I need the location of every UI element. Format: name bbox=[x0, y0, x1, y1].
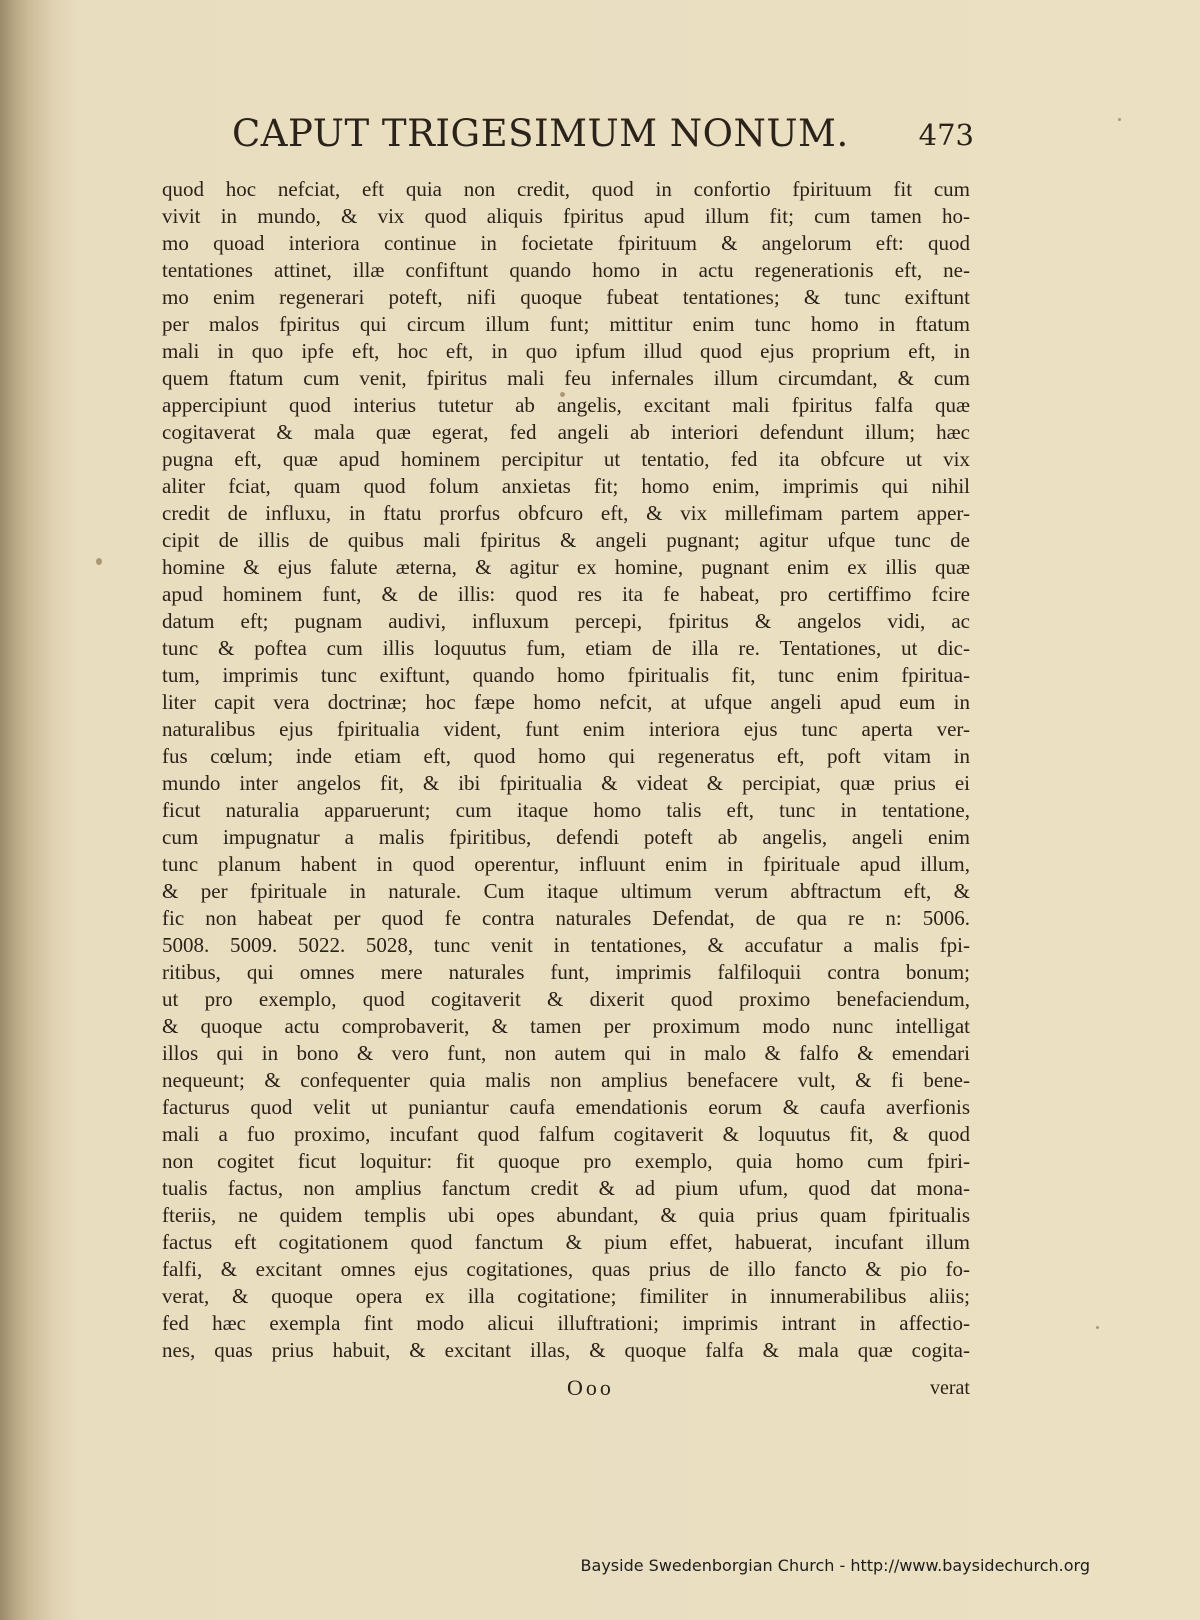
text-line: tunc planum habent in quod operentur, influunt enim in fpirituale apud illum, bbox=[162, 852, 970, 876]
text-line: mali in quo ipfe eft, hoc eft, in quo ipfum illud quod ejus proprium eft, in bbox=[162, 339, 970, 363]
text-line: liter capit vera doctrinæ; hoc fæpe homo nefcit, at ufque angeli apud eum in bbox=[162, 690, 970, 714]
foxing-spot bbox=[1118, 118, 1121, 121]
body-text bbox=[162, 176, 970, 1364]
text-line: & quoque actu comprobaverit, & tamen per proximum modo nunc intelligat bbox=[162, 1014, 970, 1038]
text-line: mali a fuo proximo, incufant quod falfum cogitaverit & loquutus fit, & quod bbox=[162, 1122, 970, 1146]
catchword: verat bbox=[930, 1377, 970, 1399]
page-number: 473 bbox=[918, 118, 974, 152]
text-line: homine & ejus falute æterna, & agitur ex homine, pugnant enim ex illis quæ bbox=[162, 555, 970, 579]
text-line: cogitaverat & mala quæ egerat, fed angeli ab interiori defendunt illum; hæc bbox=[162, 420, 970, 444]
text-line: & per fpirituale in naturale. Cum itaque ultimum verum abftractum eft, & bbox=[162, 879, 970, 903]
text-line: ficut naturalia apparuerunt; cum itaque homo talis eft, tunc in tentatione, bbox=[162, 798, 970, 822]
text-line: falfi, & excitant omnes ejus cogitationes, quas prius de illo fancto & pio fo- bbox=[162, 1257, 970, 1281]
text-line: factus eft cogitationem quod fanctum & pium effet, habuerat, incufant illum bbox=[162, 1230, 970, 1254]
text-line: ut pro exemplo, quod cogitaverit & dixerit quod proximo benefaciendum, bbox=[162, 987, 970, 1011]
foxing-spot bbox=[96, 558, 102, 565]
text-line: fteriis, ne quidem templis ubi opes abundant, & quia prius quam fpiritualis bbox=[162, 1203, 970, 1227]
text-line: per malos fpiritus qui circum illum funt; mittitur enim tunc homo in ftatum bbox=[162, 312, 970, 336]
text-line: tunc & poftea cum illis loquutus fum, etiam de illa re. Tentationes, ut dic- bbox=[162, 636, 970, 660]
text-line: quod hoc nefciat, eft quia non credit, quod in confortio fpirituum fit cum bbox=[162, 177, 970, 201]
credit-line[interactable]: Bayside Swedenborgian Church - http://www.baysidechurch.org bbox=[580, 1556, 1090, 1575]
text-line: fic non habeat per quod fe contra naturales Defendat, de qua re n: 5006. bbox=[162, 906, 970, 930]
text-line: ritibus, qui omnes mere naturales funt, imprimis falfiloquii contra bonum; bbox=[162, 960, 970, 984]
text-line: nequeunt; & confequenter quia malis non amplius benefacere vult, & fi bene- bbox=[162, 1068, 970, 1092]
foxing-spot bbox=[1096, 1326, 1099, 1329]
text-line: credit de influxu, in ftatu prorfus obfcuro eft, & vix millefimam partem apper- bbox=[162, 501, 970, 525]
text-line: fed hæc exempla fint modo alicui illuftrationi; imprimis intrant in affectio- bbox=[162, 1311, 970, 1335]
page-footer bbox=[162, 1375, 970, 1405]
text-line: tum, imprimis tunc exiftunt, quando homo fpiritualis fit, tunc enim fpiritua- bbox=[162, 663, 970, 687]
text-line: tualis factus, non amplius fanctum credit & ad pium ufum, quod dat mona- bbox=[162, 1176, 970, 1200]
text-line: mo enim regenerari poteft, nifi quoque fubeat tentationes; & tunc exiftunt bbox=[162, 285, 970, 309]
text-line: cipit de illis de quibus mali fpiritus & angeli pugnant; agitur ufque tunc de bbox=[162, 528, 970, 552]
text-line: aliter fciat, quam quod folum anxietas fit; homo enim, imprimis qui nihil bbox=[162, 474, 970, 498]
signature-mark: Ooo bbox=[567, 1375, 614, 1400]
text-line: facturus quod velit ut puniantur caufa emendationis eorum & caufa averfionis bbox=[162, 1095, 970, 1119]
text-line: quem ftatum cum venit, fpiritus mali feu infernales illum circumdant, & cum bbox=[162, 366, 970, 390]
text-line: mo quoad interiora continue in focietate fpirituum & angelorum eft: quod bbox=[162, 231, 970, 255]
text-line: illos qui in bono & vero funt, non autem qui in malo & falfo & emendari bbox=[162, 1041, 970, 1065]
text-line: appercipiunt quod interius tutetur ab angelis, excitant mali fpiritus falfa quæ bbox=[162, 393, 970, 417]
text-line: vivit in mundo, & vix quod aliquis fpiritus apud illum fit; cum tamen ho- bbox=[162, 204, 970, 228]
text-line: fus cœlum; inde etiam eft, quod homo qui regeneratus eft, poft vitam in bbox=[162, 744, 970, 768]
text-line: non cogitet ficut loquitur: fit quoque pro exemplo, quia homo cum fpiri- bbox=[162, 1149, 970, 1173]
text-line: naturalibus ejus fpiritualia vident, funt enim interiora ejus tunc aperta ver- bbox=[162, 717, 970, 741]
text-line: mundo inter angelos fit, & ibi fpiritualia & videat & percipiat, quæ prius ei bbox=[162, 771, 970, 795]
text-line: pugna eft, quæ apud hominem percipitur ut tentatio, fed ita obfcure ut vix bbox=[162, 447, 970, 471]
text-line: datum eft; pugnam audivi, influxum percepi, fpiritus & angelos vidi, ac bbox=[162, 609, 970, 633]
text-line: verat, & quoque opera ex illa cogitatione; fimiliter in innumerabilibus aliis; bbox=[162, 1284, 970, 1308]
page-header bbox=[232, 112, 974, 172]
text-line: tentationes attinet, illæ confiftunt quando homo in actu regenerationis eft, ne- bbox=[162, 258, 970, 282]
text-line: apud hominem funt, & de illis: quod res ita fe habeat, pro certiffimo fcire bbox=[162, 582, 970, 606]
text-line: 5008. 5009. 5022. 5028, tunc venit in tentationes, & accufatur a malis fpi- bbox=[162, 933, 970, 957]
running-head: CAPUT TRIGESIMUM NONUM. bbox=[232, 112, 849, 155]
text-line: nes, quas prius habuit, & excitant illas, & quoque falfa & mala quæ cogita- bbox=[162, 1338, 970, 1362]
text-line: cum impugnatur a malis fpiritibus, defendi poteft ab angelis, angeli enim bbox=[162, 825, 970, 849]
